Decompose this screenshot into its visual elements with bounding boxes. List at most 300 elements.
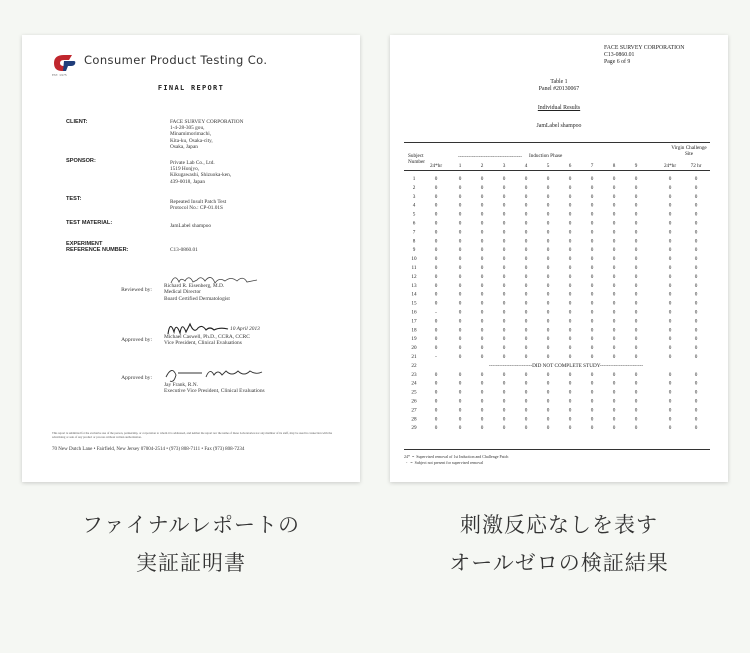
result-cell: 0 bbox=[694, 265, 698, 271]
subject-number-cell: 21 bbox=[411, 354, 417, 360]
result-cell: 0 bbox=[612, 202, 616, 209]
induction-phase-rule: ------------------------------------- bbox=[458, 154, 522, 160]
did-not-complete-row: -------------------------DID NOT COMPLETE STUDY------------------------- bbox=[488, 362, 644, 369]
result-cell: 0 bbox=[458, 380, 462, 387]
result-cell: - bbox=[435, 309, 437, 316]
result-cell: 0 bbox=[612, 211, 616, 218]
sponsor-label: SPONSOR: bbox=[66, 158, 96, 164]
result-cell: 0 bbox=[480, 247, 484, 254]
result-cell: 0 bbox=[546, 398, 550, 405]
result-cell: 0 bbox=[524, 407, 528, 414]
result-cell: 0 bbox=[480, 220, 484, 227]
result-cell: 0 bbox=[568, 265, 572, 271]
result-cell: 0 bbox=[612, 176, 616, 182]
result-cell: 0 bbox=[546, 291, 550, 298]
result-cell: 0 bbox=[634, 327, 638, 334]
result-cell: 0 bbox=[568, 398, 572, 405]
result-cell: 0 bbox=[694, 300, 698, 307]
result-cell: 0 bbox=[546, 238, 550, 245]
result-cell: 0 bbox=[546, 336, 550, 343]
result-cell: 0 bbox=[590, 336, 594, 343]
result-cell: 0 bbox=[634, 407, 638, 414]
result-cell: 0 bbox=[590, 184, 594, 191]
result-cell: 0 bbox=[634, 193, 638, 200]
result-cell: 0 bbox=[694, 327, 698, 334]
logo-subtext: EST. 1975 bbox=[52, 73, 67, 77]
result-cell: 0 bbox=[480, 282, 484, 289]
result-cell: 0 bbox=[546, 425, 550, 432]
result-cell: 0 bbox=[590, 256, 594, 263]
result-cell: 0 bbox=[634, 176, 638, 182]
result-cell: 0 bbox=[590, 300, 594, 307]
column-header: 5 bbox=[546, 163, 550, 169]
subject-number-cell: 1 bbox=[412, 176, 416, 182]
result-cell: 0 bbox=[458, 202, 462, 209]
column-header: 4 bbox=[524, 163, 528, 169]
result-cell: 0 bbox=[458, 354, 462, 360]
result-cell: 0 bbox=[612, 238, 616, 245]
result-cell: 0 bbox=[502, 407, 506, 414]
result-cell: 0 bbox=[434, 416, 438, 423]
result-cell: 0 bbox=[590, 282, 594, 289]
result-cell: 0 bbox=[480, 380, 484, 387]
result-cell: 0 bbox=[668, 202, 672, 209]
approver-caswell-details: Michael Caswell, Ph.D., CCRA, CCRC Vice President, Clinical Evaluations bbox=[164, 334, 250, 347]
result-cell: 0 bbox=[668, 300, 672, 307]
result-cell: 0 bbox=[458, 256, 462, 263]
result-cell: 0 bbox=[502, 291, 506, 298]
result-cell: 0 bbox=[634, 318, 638, 325]
subject-number-cell: 11 bbox=[411, 265, 417, 271]
result-cell: 0 bbox=[694, 202, 698, 209]
result-cell: 0 bbox=[590, 380, 594, 387]
result-cell: 0 bbox=[612, 265, 616, 271]
result-cell: 0 bbox=[668, 407, 672, 414]
result-cell: 0 bbox=[634, 202, 638, 209]
subject-number-cell: 9 bbox=[412, 247, 416, 254]
result-cell: 0 bbox=[568, 345, 572, 352]
result-cell: 0 bbox=[634, 291, 638, 298]
result-cell: 0 bbox=[458, 291, 462, 298]
result-cell: 0 bbox=[434, 247, 438, 254]
subject-number-cell: 26 bbox=[411, 398, 417, 405]
result-cell: 0 bbox=[590, 247, 594, 254]
note-supervised-removal: 24* = Supervised removal of 1st Induction and Challenge Patch bbox=[404, 454, 509, 459]
result-cell: 0 bbox=[668, 327, 672, 334]
result-cell: 0 bbox=[458, 238, 462, 245]
result-cell: 0 bbox=[434, 176, 438, 182]
result-cell: 0 bbox=[434, 291, 438, 298]
result-cell: 0 bbox=[612, 282, 616, 289]
results-table bbox=[390, 155, 728, 445]
approver-frank-details: Jay Frank, R.N. Executive Vice President, Clinical Evaluations bbox=[164, 382, 265, 395]
result-cell: 0 bbox=[458, 336, 462, 343]
approved-by-label-2: Approved by: bbox=[121, 375, 152, 381]
result-cell: 0 bbox=[590, 398, 594, 405]
result-cell: 0 bbox=[612, 416, 616, 423]
result-cell: 0 bbox=[524, 265, 528, 271]
reviewed-by-label: Reviewed by: bbox=[121, 287, 152, 293]
column-header: 8 bbox=[612, 163, 616, 169]
subject-number-cell: 23 bbox=[411, 371, 417, 378]
column-header: 1 bbox=[458, 163, 462, 169]
column-header: 72 hr bbox=[690, 163, 702, 169]
result-cell: 0 bbox=[434, 425, 438, 432]
result-cell: 0 bbox=[612, 318, 616, 325]
result-cell: 0 bbox=[434, 220, 438, 227]
column-header: 2 bbox=[480, 163, 484, 169]
result-cell: 0 bbox=[668, 380, 672, 387]
result-cell: 0 bbox=[546, 184, 550, 191]
result-cell: 0 bbox=[634, 300, 638, 307]
result-cell: 0 bbox=[694, 256, 698, 263]
test-label: TEST: bbox=[66, 196, 82, 202]
result-cell: 0 bbox=[694, 416, 698, 423]
result-cell: 0 bbox=[590, 273, 594, 280]
test-material-value: JamLabel shampoo bbox=[170, 223, 212, 229]
result-cell: 0 bbox=[612, 273, 616, 280]
result-cell: 0 bbox=[590, 193, 594, 200]
result-cell: 0 bbox=[634, 345, 638, 352]
result-cell: 0 bbox=[524, 309, 528, 316]
result-cell: 0 bbox=[568, 327, 572, 334]
result-cell: 0 bbox=[480, 265, 484, 271]
result-cell: 0 bbox=[458, 220, 462, 227]
result-cell: 0 bbox=[546, 371, 550, 378]
result-cell: 0 bbox=[668, 309, 672, 316]
result-cell: 0 bbox=[524, 247, 528, 254]
result-cell: 0 bbox=[546, 354, 550, 360]
section-title: Individual Results bbox=[537, 105, 581, 111]
result-cell: 0 bbox=[434, 265, 438, 271]
table-bottom-rule bbox=[404, 449, 710, 450]
result-cell: 0 bbox=[590, 354, 594, 360]
result-cell: 0 bbox=[694, 336, 698, 343]
result-cell: 0 bbox=[546, 318, 550, 325]
result-cell: 0 bbox=[546, 211, 550, 218]
caption-final-report: ファイナルレポートの 実証証明書 bbox=[81, 513, 300, 575]
subject-number-cell: 17 bbox=[411, 318, 417, 325]
result-cell: 0 bbox=[458, 425, 462, 432]
approval-date: 10 April 2013 bbox=[230, 326, 260, 332]
result-cell: 0 bbox=[634, 336, 638, 343]
column-header: 6 bbox=[568, 163, 572, 169]
result-cell: 0 bbox=[634, 309, 638, 316]
result-cell: 0 bbox=[668, 398, 672, 405]
result-cell: 0 bbox=[502, 380, 506, 387]
result-cell: 0 bbox=[524, 176, 528, 182]
result-cell: 0 bbox=[502, 265, 506, 271]
result-cell: 0 bbox=[634, 247, 638, 254]
result-cell: 0 bbox=[568, 184, 572, 191]
result-cell: 0 bbox=[634, 273, 638, 280]
individual-results-document bbox=[390, 35, 728, 482]
subject-number-cell: 13 bbox=[411, 282, 417, 289]
result-cell: 0 bbox=[668, 345, 672, 352]
result-cell: 0 bbox=[590, 220, 594, 227]
subject-number-cell: 25 bbox=[411, 389, 417, 396]
result-cell: 0 bbox=[480, 425, 484, 432]
subject-number-cell: 6 bbox=[412, 220, 416, 227]
result-cell: 0 bbox=[612, 229, 616, 236]
result-cell: 0 bbox=[524, 220, 528, 227]
result-cell: 0 bbox=[502, 184, 506, 191]
result-cell: 0 bbox=[434, 193, 438, 200]
subject-number-cell: 22 bbox=[411, 362, 417, 369]
company-address-footer: 70 New Dutch Lane • Fairfield, New Jersey 07004-2514 • (973) 808-7111 • Fax (973) 808-7234 bbox=[52, 447, 245, 452]
final-report-document bbox=[22, 35, 360, 482]
result-cell: 0 bbox=[568, 247, 572, 254]
result-cell: 0 bbox=[694, 407, 698, 414]
result-cell: 0 bbox=[524, 345, 528, 352]
result-cell: 0 bbox=[546, 416, 550, 423]
result-cell: 0 bbox=[694, 211, 698, 218]
result-cell: 0 bbox=[694, 176, 698, 182]
result-cell: 0 bbox=[590, 211, 594, 218]
subject-number-cell: 12 bbox=[411, 273, 417, 280]
result-cell: 0 bbox=[458, 184, 462, 191]
result-cell: 0 bbox=[502, 282, 506, 289]
result-cell: 0 bbox=[480, 345, 484, 352]
result-cell: 0 bbox=[546, 345, 550, 352]
result-cell: 0 bbox=[458, 398, 462, 405]
result-cell: 0 bbox=[590, 407, 594, 414]
result-cell: 0 bbox=[524, 282, 528, 289]
result-cell: 0 bbox=[568, 336, 572, 343]
subject-number-cell: 18 bbox=[411, 327, 417, 334]
subject-number-cell: 7 bbox=[412, 229, 416, 236]
result-cell: 0 bbox=[634, 282, 638, 289]
result-cell: 0 bbox=[458, 211, 462, 218]
table-title: Table 1 bbox=[550, 79, 568, 85]
virgin-challenge-header: Virgin Challenge Site bbox=[671, 145, 707, 157]
result-cell: 0 bbox=[458, 176, 462, 182]
result-cell: 0 bbox=[612, 220, 616, 227]
result-cell: 0 bbox=[434, 327, 438, 334]
result-cell: 0 bbox=[568, 176, 572, 182]
result-cell: 0 bbox=[524, 425, 528, 432]
result-cell: 0 bbox=[668, 229, 672, 236]
result-cell: 0 bbox=[590, 416, 594, 423]
result-cell: 0 bbox=[612, 354, 616, 360]
result-cell: 0 bbox=[634, 256, 638, 263]
result-cell: 0 bbox=[634, 425, 638, 432]
result-cell: 0 bbox=[668, 336, 672, 343]
result-cell: 0 bbox=[568, 309, 572, 316]
result-cell: 0 bbox=[502, 211, 506, 218]
result-cell: 0 bbox=[480, 211, 484, 218]
result-cell: 0 bbox=[502, 318, 506, 325]
result-cell: 0 bbox=[668, 282, 672, 289]
client-value: FACE SURVEY CORPORATION 1-4-28-305 gou, Minamimorimachi, Kita-ku, Osaka-city, Osaka, Japan bbox=[170, 119, 244, 150]
result-cell: 0 bbox=[524, 184, 528, 191]
result-cell: 0 bbox=[634, 229, 638, 236]
result-cell: 0 bbox=[524, 416, 528, 423]
result-cell: 0 bbox=[546, 229, 550, 236]
subject-number-header: Subject Number bbox=[408, 153, 425, 165]
result-cell: 0 bbox=[546, 380, 550, 387]
column-header: 9 bbox=[634, 163, 638, 169]
result-cell: 0 bbox=[458, 229, 462, 236]
result-cell: 0 bbox=[590, 318, 594, 325]
result-cell: 0 bbox=[612, 309, 616, 316]
result-cell: 0 bbox=[434, 184, 438, 191]
document-header: FACE SURVEY CORPORATION C13-0860.01 Page 6 of 9 bbox=[604, 45, 685, 65]
result-cell: 0 bbox=[434, 398, 438, 405]
result-cell: 0 bbox=[480, 371, 484, 378]
result-cell: 0 bbox=[480, 309, 484, 316]
result-cell: 0 bbox=[480, 354, 484, 360]
subject-number-cell: 16 bbox=[411, 309, 417, 316]
subject-number-cell: 14 bbox=[411, 291, 417, 298]
result-cell: 0 bbox=[694, 193, 698, 200]
result-cell: 0 bbox=[502, 398, 506, 405]
result-cell: 0 bbox=[480, 398, 484, 405]
subject-number-cell: 28 bbox=[411, 416, 417, 423]
result-cell: 0 bbox=[590, 425, 594, 432]
result-cell: 0 bbox=[612, 425, 616, 432]
result-cell: 0 bbox=[524, 300, 528, 307]
result-cell: 0 bbox=[546, 407, 550, 414]
result-cell: 0 bbox=[458, 300, 462, 307]
result-cell: 0 bbox=[568, 256, 572, 263]
result-cell: 0 bbox=[668, 273, 672, 280]
result-cell: 0 bbox=[524, 398, 528, 405]
result-cell: 0 bbox=[568, 229, 572, 236]
result-cell: 0 bbox=[612, 327, 616, 334]
report-disclaimer: This report is submitted for the exclusive use of the person, partnership, or corporation to whom it is addressed, and neither the report nor the name of these Laboratories nor any member of its staff, may be used in connection with the advertising or sale of any product or process without written authorization. bbox=[52, 431, 333, 439]
result-cell: 0 bbox=[546, 193, 550, 200]
result-cell: 0 bbox=[546, 309, 550, 316]
subject-number-cell: 10 bbox=[411, 256, 417, 263]
result-cell: 0 bbox=[502, 345, 506, 352]
result-cell: 0 bbox=[694, 389, 698, 396]
result-cell: 0 bbox=[694, 273, 698, 280]
result-cell: 0 bbox=[546, 273, 550, 280]
result-cell: 0 bbox=[668, 318, 672, 325]
result-cell: 0 bbox=[480, 193, 484, 200]
result-cell: 0 bbox=[668, 176, 672, 182]
result-cell: 0 bbox=[480, 336, 484, 343]
result-cell: 0 bbox=[546, 389, 550, 396]
subject-number-cell: 24 bbox=[411, 380, 417, 387]
result-cell: 0 bbox=[612, 398, 616, 405]
result-cell: 0 bbox=[480, 327, 484, 334]
result-cell: 0 bbox=[502, 202, 506, 209]
subject-number-cell: 27 bbox=[411, 407, 417, 414]
result-cell: 0 bbox=[524, 229, 528, 236]
company-name: Consumer Product Testing Co. bbox=[84, 53, 268, 67]
result-cell: 0 bbox=[502, 371, 506, 378]
result-cell: 0 bbox=[634, 389, 638, 396]
result-cell: 0 bbox=[668, 291, 672, 298]
result-cell: 0 bbox=[568, 371, 572, 378]
result-cell: 0 bbox=[568, 416, 572, 423]
result-cell: 0 bbox=[458, 309, 462, 316]
induction-phase-header: Induction Phase bbox=[529, 153, 563, 159]
result-cell: 0 bbox=[590, 176, 594, 182]
result-cell: 0 bbox=[568, 389, 572, 396]
result-cell: 0 bbox=[434, 273, 438, 280]
caption-all-zero-results: 刺激反応なしを表す オールゼロの検証結果 bbox=[449, 513, 669, 575]
result-cell: 0 bbox=[612, 380, 616, 387]
result-cell: 0 bbox=[694, 354, 698, 360]
result-cell: 0 bbox=[546, 300, 550, 307]
result-cell: 0 bbox=[612, 184, 616, 191]
result-cell: 0 bbox=[524, 202, 528, 209]
result-cell: 0 bbox=[568, 273, 572, 280]
result-cell: 0 bbox=[634, 354, 638, 360]
result-cell: 0 bbox=[694, 238, 698, 245]
result-cell: 0 bbox=[634, 371, 638, 378]
result-cell: 0 bbox=[524, 238, 528, 245]
result-cell: 0 bbox=[590, 389, 594, 396]
result-cell: 0 bbox=[502, 238, 506, 245]
result-cell: 0 bbox=[434, 407, 438, 414]
result-cell: - bbox=[435, 354, 437, 360]
result-cell: 0 bbox=[634, 398, 638, 405]
result-cell: 0 bbox=[568, 202, 572, 209]
result-cell: 0 bbox=[694, 282, 698, 289]
result-cell: 0 bbox=[612, 247, 616, 254]
subject-number-cell: 3 bbox=[412, 193, 416, 200]
result-cell: 0 bbox=[434, 318, 438, 325]
result-cell: 0 bbox=[434, 380, 438, 387]
result-cell: 0 bbox=[458, 416, 462, 423]
result-cell: 0 bbox=[434, 389, 438, 396]
company-logo-icon bbox=[52, 53, 76, 73]
result-cell: 0 bbox=[694, 318, 698, 325]
subject-number-cell: 29 bbox=[411, 425, 417, 432]
result-cell: 0 bbox=[590, 309, 594, 316]
result-cell: 0 bbox=[524, 380, 528, 387]
result-cell: 0 bbox=[434, 211, 438, 218]
result-cell: 0 bbox=[502, 193, 506, 200]
reviewer-details: Richard R. Eisenberg, M.D. Medical Director Board Certified Dermatologist bbox=[164, 283, 230, 302]
approved-by-label-1: Approved by: bbox=[121, 337, 152, 343]
result-cell: 0 bbox=[502, 256, 506, 263]
result-cell: 0 bbox=[458, 265, 462, 271]
result-cell: 0 bbox=[612, 300, 616, 307]
result-cell: 0 bbox=[524, 291, 528, 298]
result-cell: 0 bbox=[668, 425, 672, 432]
result-cell: 0 bbox=[458, 389, 462, 396]
result-cell: 0 bbox=[634, 416, 638, 423]
result-cell: 0 bbox=[590, 327, 594, 334]
result-cell: 0 bbox=[568, 425, 572, 432]
result-cell: 0 bbox=[480, 238, 484, 245]
result-cell: 0 bbox=[590, 202, 594, 209]
result-cell: 0 bbox=[502, 425, 506, 432]
result-cell: 0 bbox=[612, 407, 616, 414]
result-cell: 0 bbox=[568, 380, 572, 387]
result-cell: 0 bbox=[458, 282, 462, 289]
result-cell: 0 bbox=[502, 416, 506, 423]
reference-number-value: C13-0860.01 bbox=[170, 247, 198, 253]
result-cell: 0 bbox=[568, 238, 572, 245]
result-cell: 0 bbox=[502, 300, 506, 307]
result-cell: 0 bbox=[694, 371, 698, 378]
result-cell: 0 bbox=[434, 336, 438, 343]
result-cell: 0 bbox=[668, 416, 672, 423]
result-cell: 0 bbox=[434, 300, 438, 307]
result-cell: 0 bbox=[502, 273, 506, 280]
result-cell: 0 bbox=[480, 291, 484, 298]
result-cell: 0 bbox=[568, 300, 572, 307]
result-cell: 0 bbox=[480, 273, 484, 280]
subject-number-cell: 2 bbox=[412, 184, 416, 191]
result-cell: 0 bbox=[524, 371, 528, 378]
